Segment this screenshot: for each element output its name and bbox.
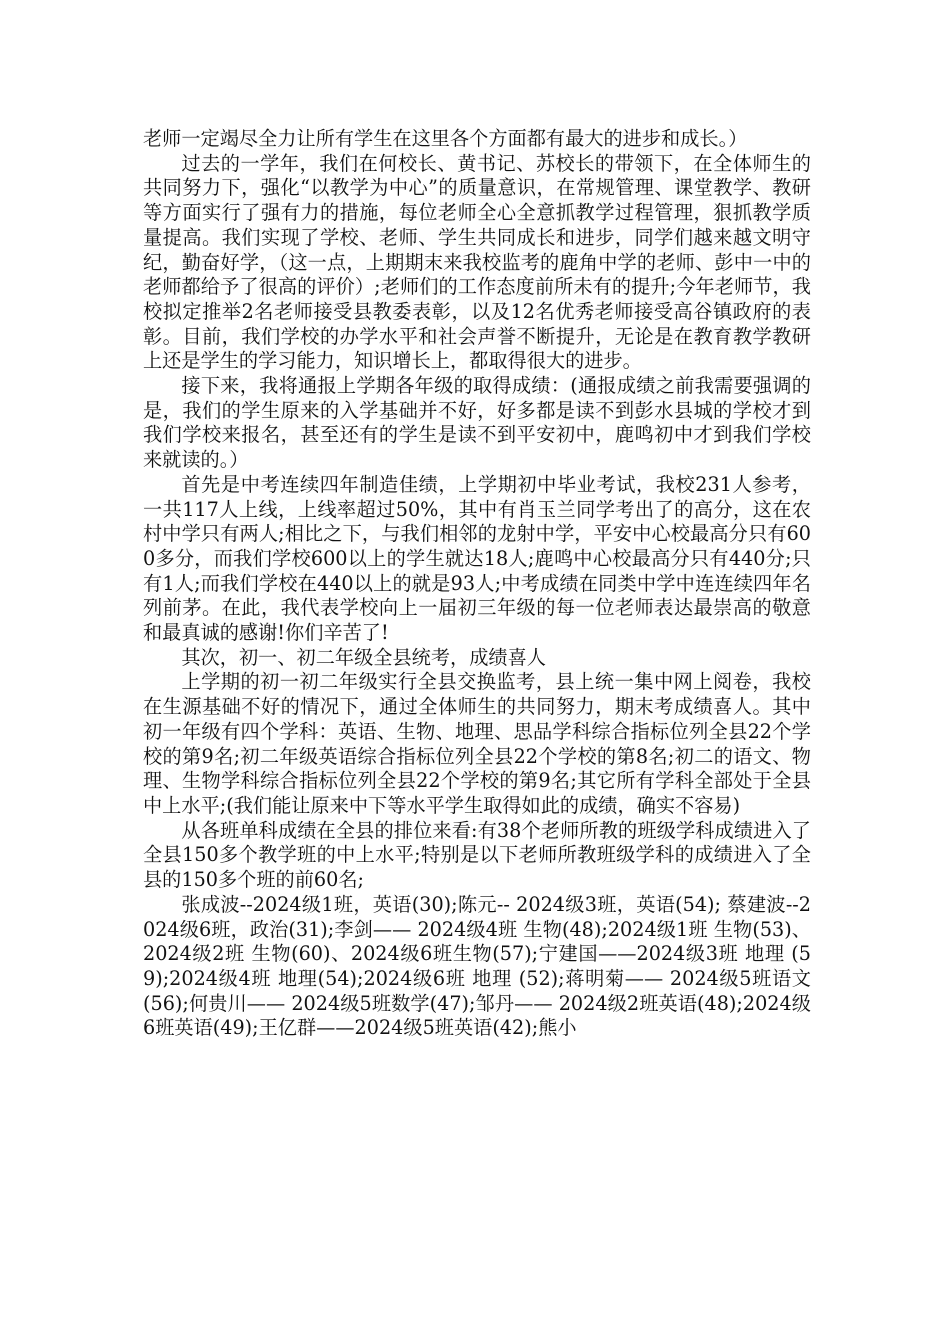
- paragraph: 接下来，我将通报上学期各年级的取得成绩：(通报成绩之前我需要强调的是，我们的学生原来的入学基础并不好，好多都是读不到彭水县城的学校才到我们学校来报名，甚至还有的学生是读不到平安初中，鹿鸣初中才到我们学校来就读的。）: [143, 374, 811, 472]
- paragraph: 过去的一学年，我们在何校长、黄书记、苏校长的带领下，在全体师生的共同努力下，强化“以教学为中心”的质量意识，在常规管理、课堂教学、教研等方面实行了强有力的措施，每位老师全心全意抓教学过程管理，狠抓教学质量提高。我们实现了学校、老师、学生共同成长和进步，同学们越来越文明守纪，勤奋好学，（这一点，上期期末来我校监考的鹿角中学的老师、彭中一中的老师都给予了很高的评价）;老师们的工作态度前所未有的提升;今年老师节，我校拟定推举2名老师接受县教委表彰，以及12名优秀老师接受高谷镇政府的表彰。目前，我们学校的办学水平和社会声誉不断提升，无论是在教育教学教研上还是学生的学习能力，知识增长上，都取得很大的进步。: [143, 151, 811, 373]
- paragraph: 首先是中考连续四年制造佳绩，上学期初中毕业考试，我校231人参考，一共117人上线，上线率超过50%，其中有肖玉兰同学考出了的高分，这在农村中学只有两人;相比之下，与我们相邻的龙射中学，平安中心校最高分只有600多分，而我们学校600以上的学生就达18人;鹿鸣中心校最高分只有440分;只有1人;而我们学校在440以上的就是93人;中考成绩在同类中学中连连续四年名列前茅。在此，我代表学校向上一届初三年级的每一位老师表达最崇高的敬意和最真诚的感谢!你们辛苦了!: [143, 472, 811, 645]
- paragraph: 张成波--2024级1班，英语(30);陈元-- 2024级3班，英语(54); 蔡建波--2024级6班，政治(31);李剑—— 2024级4班 生物(48);2024级1班 生物(53)、2024级2班 生物(60)、2024级6班生物(57);宁建国——2024级3班 地理 (59);2024级4班 地理(54);2024级6班 地理 (52);蒋明菊—— 2024级5班语文(56);何贵川—— 2024级5班数学(47);邹丹—— 2024级2班英语(48);2024级6班英语(49);王亿群——2024级5班英语(42);熊小: [143, 892, 811, 1040]
- paragraph: 上学期的初一初二年级实行全县交换监考，县上统一集中网上阅卷，我校在生源基础不好的情况下，通过全体师生的共同努力，期末考成绩喜人。其中初一年级有四个学科：英语、生物、地理、思品学科综合指标位列全县22个学校的第9名;初二年级英语综合指标位列全县22个学校的第8名;初二的语文、物理、生物学科综合指标位列全县22个学校的第9名;其它所有学科全部处于全县中上水平;(我们能让原来中下等水平学生取得如此的成绩，确实不容易): [143, 670, 811, 817]
- paragraph: 老师一定竭尽全力让所有学生在这里各个方面都有最大的进步和成长。）: [143, 127, 748, 150]
- paragraph: 其次，初一、初二年级全县统考，成绩喜人: [181, 645, 546, 669]
- paragraph: 从各班单科成绩在全县的排位来看:有38个老师所教的班级学科成绩进入了全县150多个教学班的中上水平;特别是以下老师所教班级学科的成绩进入了全县的150多个班的前60名;: [143, 818, 811, 892]
- document-body: [143, 127, 811, 1041]
